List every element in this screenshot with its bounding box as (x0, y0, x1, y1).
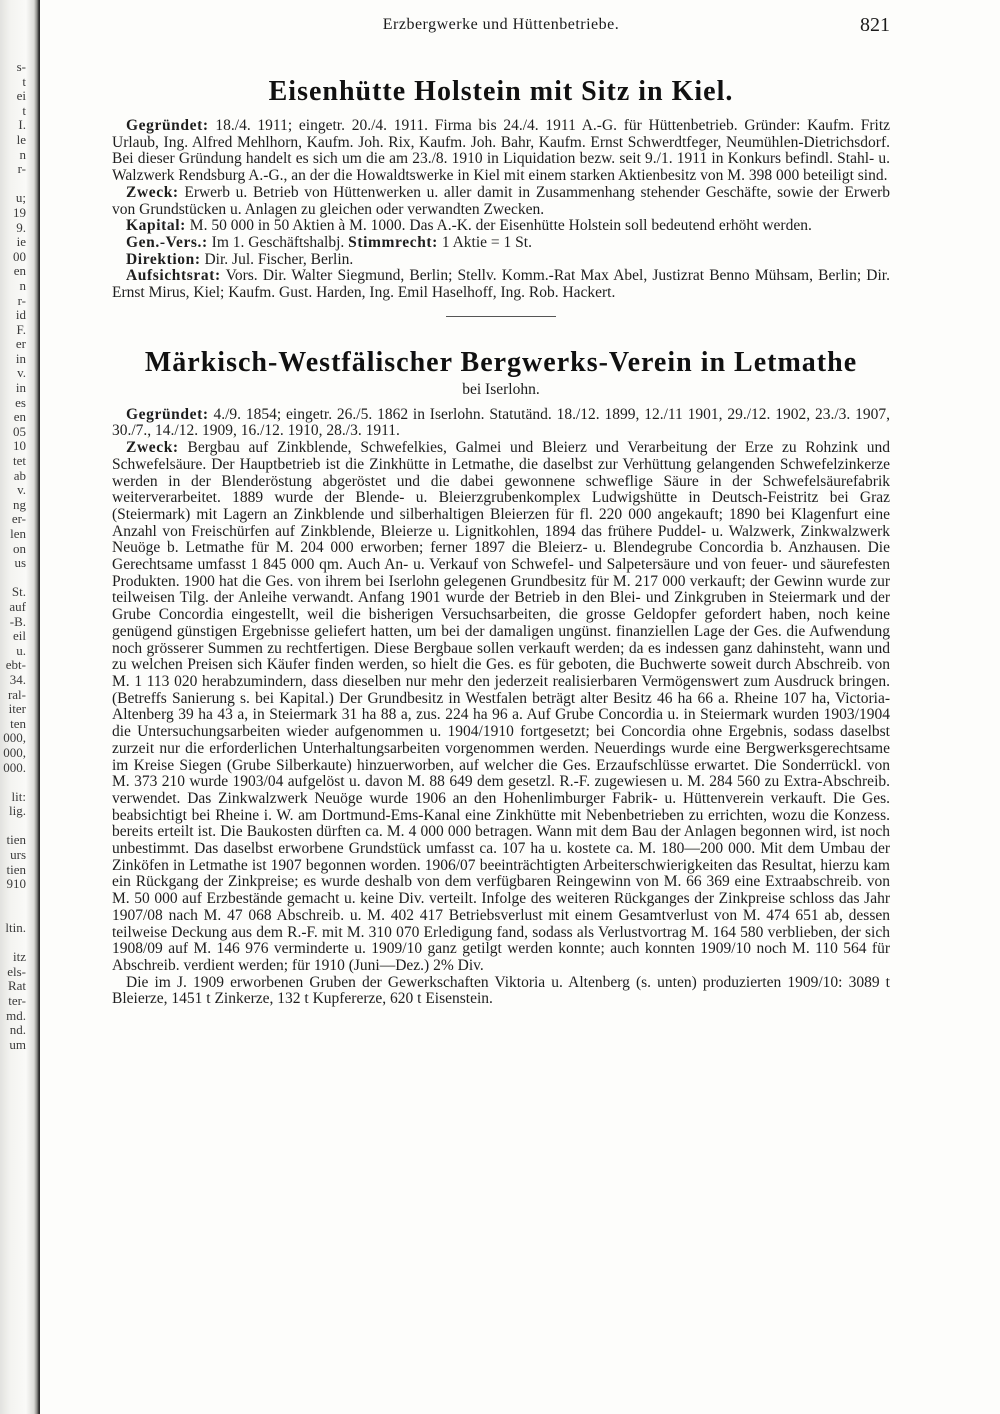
margin-fragment: r- (17, 162, 26, 177)
field-text: Dir. Jul. Fischer, Berlin. (204, 250, 354, 268)
field-label: Gen.-Vers.: (126, 233, 208, 251)
paragraph-gegruendet (112, 118, 890, 185)
field-label: Gegründet: (126, 117, 209, 134)
previous-page-margin (0, 60, 26, 1052)
margin-fragment: on (13, 541, 26, 556)
section-divider (446, 316, 556, 317)
paragraph-zweck (112, 185, 890, 218)
margin-fragment: t (22, 103, 26, 118)
margin-fragment (0, 906, 26, 921)
margin-fragment (0, 819, 26, 834)
margin-fragment: 000, (3, 745, 26, 760)
field-label: Aufsichtsrat: (126, 267, 221, 285)
field-text: Vors. Dir. Walter Siegmund, Berlin; Stellv. Komm.-Rat Max Abel, Justizrat Benno Mühsam, Berlin; Dir. Ernst Mirus, Kiel; Kaufm. Gust. Harden, Ing. Emil Haselhoff, Ing. Rob. Hackert. (112, 267, 890, 302)
margin-fragment (0, 571, 26, 586)
margin-fragment: auf (9, 599, 26, 614)
paragraph-gen-vers (112, 235, 890, 252)
field-text: 18./4. 1911; eingetr. 20./4. 1911. Firma bis 24./4. 1911 A.-G. für Hüttenbetrieb. Gründer: Kaufm. Fritz Urlaub, Ing. Alfred Mehlhorn, Kaufm. Joh. Rix, Kaufm. Joh. Bahr, Kaufm. Ernst Schwerdtfeger, Neumühlen-Dietrichsdorf. Bei dieser Gründung handelt es sich um die am 23./8. 1910 in Liquidation bezw. seit 9./1. 1911 in Konkurs befindl. Stahl- u. Walzwerk Rendsburg A.-G., an der die Howaldtswerke in Kiel mit einem starken Aktienbesitz von M. 398 000 beteiligt sind. (112, 117, 891, 185)
field-text: Die im J. 1909 erworbenen Gruben der Gewerkschaften Viktoria u. Altenberg (s. unten) produzierten 1909/10: 3089 t Bleierze, 1451 t Zinkerze, 132 t Kupfererze, 620 t Eisenstein. (112, 973, 890, 1008)
section-title: Märkisch-Westfälischer Bergwerks-Verein in Letmathe (144, 346, 858, 378)
margin-fragment: 9. (16, 220, 26, 235)
margin-fragment: n (19, 278, 26, 293)
margin-fragment (0, 936, 26, 951)
margin-fragment (0, 177, 26, 192)
margin-fragment (0, 775, 26, 790)
field-text: Im 1. Geschäftshalbj. (211, 233, 345, 251)
margin-fragment: urs (10, 848, 26, 863)
running-header (112, 14, 890, 42)
paragraph-aufsichtsrat (112, 268, 890, 301)
margin-fragment: 05 (13, 424, 26, 439)
margin-fragment: Rat (7, 979, 26, 994)
margin-fragment: r- (17, 293, 26, 308)
field-label: Zweck: (126, 183, 179, 201)
margin-fragment: us (14, 556, 26, 571)
field-text: Erwerb u. Betrieb von Hüttenwerken u. aller damit in Zusammenhang stehender Geschäfte, sowie der Erwerb von Grundstücken u. Anlagen zu gleichen oder verwandten Zwecken. (112, 183, 890, 218)
margin-fragment: id (15, 308, 26, 323)
margin-fragment: um (9, 1037, 26, 1052)
paragraph-zweck (112, 440, 890, 975)
margin-fragment: ral- (7, 687, 26, 702)
margin-fragment: tien (6, 862, 26, 877)
field-label: Gegründet: (126, 405, 209, 423)
margin-fragment: le (16, 132, 26, 147)
margin-fragment: er (15, 337, 26, 352)
paragraph-kapital (112, 218, 890, 235)
margin-fragment: ng (13, 497, 26, 512)
running-title: Erzbergwerke und Hüttenbetriebe. (382, 16, 620, 33)
margin-fragment: St. (11, 585, 26, 600)
field-text: 4./9. 1854; eingetr. 26./5. 1862 in Iserlohn. Statutänd. 18./12. 1899, 12./11 1901, 29./12. 1902, 23./3. 1907, 30./7., 14./12. 1909, 16./12. 1910, 28./3. 1911. (112, 405, 890, 440)
section-maerkisch-westfaelischer (112, 347, 890, 1008)
field-label-stimmrecht: Stimmrecht: (348, 233, 438, 251)
margin-fragment: s- (16, 60, 26, 74)
margin-fragment: ei (16, 89, 26, 104)
field-label: Kapital: (126, 217, 186, 235)
margin-fragment: u; (15, 191, 26, 206)
margin-fragment: len (10, 527, 26, 541)
field-label: Direktion: (126, 250, 201, 268)
margin-fragment: er- (11, 512, 26, 527)
margin-fragment: tien (6, 833, 26, 848)
margin-fragment: 000, (3, 731, 26, 746)
margin-fragment: 00 (13, 249, 26, 264)
margin-fragment: 000. (3, 760, 26, 775)
margin-fragment: -B. (9, 614, 26, 629)
section-subtitle: bei Iserlohn. (462, 380, 540, 398)
margin-fragment: 34. (9, 672, 26, 687)
margin-fragment: n (19, 147, 26, 162)
field-text: Bergbau auf Zinkblende, Schwefelkies, Galmei und Bleierz und Verarbeitung der Erze zu Rohzink und Schwefelsäure. Der Hauptbetrieb ist die Zinkhütte in Letmathe, die daselbst zur Verhüttung gelangenden Schwefelzinkerze werden in der Blenderöstung abgeröstet und die dabei gewonnene schweflige Säure in der Schwefelsäurefabrik weiterverarbeitet. 1889 wurde der Blende- u. Bleierzgrubenkomplex Ludwigshütte in Deutsch-Feistritz bei Graz (Steiermark) mit Lagern an Zinkblende und silberhaltigen Bleierzen für fl. 220 000 angekauft; 1890 bei Klagenfurt eine Anzahl von Freischürfen auf Zinkblende, Bleierze u. Lignitkohlen, 1894 das frühere Puddel- u. Walzwerk, Zinkwalzwerk Neuöge b. Letmathe für M. 204 000 erworben; ferner 1897 die Bleierz- u. Blendegrube Concordia b. Anzhausen. Die Gerechtsame umfasst 1 845 000 qm. Auch An- u. Verkauf von Schwefel- und Salpetersäure und von feuer- und säurefesten Produkten. 1900 hat die Ges. von ihrem bei Iserlohn gelegenen Grundbesitz für M. 217 000 verkauft; der Gewinn wurde zur teilweisen Tilg. der Anleihe verwandt. Anfang 1901 wurde der Betrieb in den Blei- und Zinkgruben in Steiermark und der Grube Concordia eingestellt, weil die bisherigen Versuchsarbeiten, die grosse Geldopfer gefordert haben, noch keine genügend günstigen Ergebnisse geliefert hatten, um bei der damaligen ungünst. finanziellen Lage der Ges. die Aufwendung noch grösserer Summen zu rechtfertigen. Diese Bergbaue sollen verkauft werden; da es indessen ganz dahinsteht, wann und zu welchen Preisen sich Käufer finden werden, so hielt die Ges. es für geboten, die Buchwerte soweit durch Abschreib. von M. 1 113 020 herabzumindern, dass dieselben nur mehr den jederzeit realisierbaren Vermögenswert zum Ausdruck bringen. (Betreffs Sanierung s. bei Kapital.) Der Grundbesitz in Westfalen beträgt alter Besitz 46 ha 66 a. Rheine 107 ha, Victoria-Altenberg 39 ha 43 a, in Steiermark 31 ha 88 a, zus. 224 ha 96 a. Auf Grube Concordia u. in Steiermark wurden 1903/1904 die Untersuchungsarbeiten wieder aufgenommen u. 1904/1910 fortgesetzt; bei Concordia ohne Ergebnis, sodass daselbst zurzeit nur die erforderlichen Unterhaltungsarbeiten vorgenommen werden. Neuerdings wurde eine Bergwerksgerechtsame im Kreise Siegen (Grube Silberkaute) hinzuerworben, auf welcher die Ges. Erzaufschlüsse erwartet. Die Sonderrückl. von M. 373 210 wurde 1903/04 aufgelöst u. davon M. 88 649 dem gesetzl. R.-F. zugewiesen u. M. 284 560 zu Extra-Abschreib. verwendet. Das Zinkwalzwerk Neuöge wurde 1906 an den Hohenlimburger Fabrik- u. Hüttenverein verkauft. Die Ges. beabsichtigt bei Rheine i. W. am Dortmund-Ems-Kanal eine Zinkhütte mit Nebenbetrieben zu errichten, wozu die Konzess. bereits erteilt ist. Die Baukosten dürften ca. M. 4 000 000 betragen. Wann mit dem Bau der Anlagen begonnen wird, ist noch unbestimmt. Das daselbst erworbene Grundstück umfasst ca. 107 ha u. kostete ca. M. 180—200 000. Mit dem Umbau der Zinköfen in Letmathe ist 1907 begonnen worden. 1906/07 beeinträchtigten Arbeiterschwierigkeiten das Resultat, hierzu kam ein Rückgang der Zinkpreise; es wurde deshalb von dem verfügbaren Reingewinn von M. 66 369 eine Extraabschreib. von M. 50 000 auf Erzbestände gemacht u. keine Div. verteilt. Infolge des weiteren Rückganges der Zinkpreise schloss das Jahr 1907/08 nach M. 47 068 Abschreib. u. M. 402 417 Betriebsverlust mit einem Gesamtverlust von M. 474 651 ab, dessen teilweise Deckung aus dem R.-F. mit M. 310 070 Erledigung fand, sodass als Verlustvortrag M. 164 580 verblieben, der sich 1908/09 auf M. 146 976 verminderte u. 1909/10 ganz getilgt werden konnte; auch konnten 1909/10 noch M. 110 564 für Abschreib. verdient werden; für 1910 (Juni—Dez.) 2% Div. (112, 439, 890, 974)
margin-fragment: v. (17, 366, 26, 381)
margin-fragment: iter (8, 702, 26, 717)
margin-fragment: ltin. (5, 921, 26, 936)
margin-fragment: F. (16, 322, 26, 337)
paragraph-gruben-produktion (112, 975, 890, 1008)
margin-fragment: els- (7, 964, 26, 979)
margin-fragment (0, 892, 26, 907)
margin-fragment: v. (17, 483, 26, 498)
margin-fragment: I. (18, 118, 26, 133)
margin-fragment: in (15, 351, 26, 366)
margin-fragment: lig. (9, 804, 26, 819)
paragraph-gegruendet (112, 407, 890, 440)
margin-fragment: ebt- (5, 658, 26, 673)
margin-fragment: lit: (11, 789, 26, 804)
section-eisenhuette-holstein (112, 76, 890, 302)
margin-fragment: u. (16, 643, 26, 658)
field-text: M. 50 000 in 50 Aktien à M. 1000. Das A.-K. der Eisenhütte Holstein soll bedeutend erhöht werden. (189, 217, 812, 235)
margin-fragment: es (15, 395, 26, 410)
margin-fragment: ter- (8, 994, 26, 1008)
margin-fragment: ten (10, 716, 26, 731)
paragraph-direktion (112, 252, 890, 269)
margin-fragment: nd. (9, 1023, 26, 1038)
section-title: Eisenhütte Holstein mit Sitz in Kiel. (268, 76, 734, 107)
margin-fragment: en (13, 410, 26, 425)
margin-fragment: 10 (13, 439, 26, 454)
margin-fragment: md. (6, 1008, 26, 1023)
margin-fragment: 19 (13, 205, 26, 220)
margin-fragment: ie (16, 235, 26, 250)
margin-fragment: in (15, 381, 26, 396)
field-label: Zweck: (126, 439, 179, 457)
margin-fragment: ab (13, 468, 26, 483)
field-text-stimmrecht: 1 Aktie = 1 St. (441, 233, 532, 251)
margin-fragment: 910 (6, 877, 26, 892)
margin-fragment: itz (13, 950, 26, 965)
margin-fragment: en (13, 264, 26, 279)
margin-fragment: t (22, 74, 26, 89)
page-number: 821 (860, 14, 890, 36)
document-page (112, 14, 890, 1008)
margin-fragment: tet (13, 454, 26, 469)
margin-fragment: eil (13, 629, 26, 644)
